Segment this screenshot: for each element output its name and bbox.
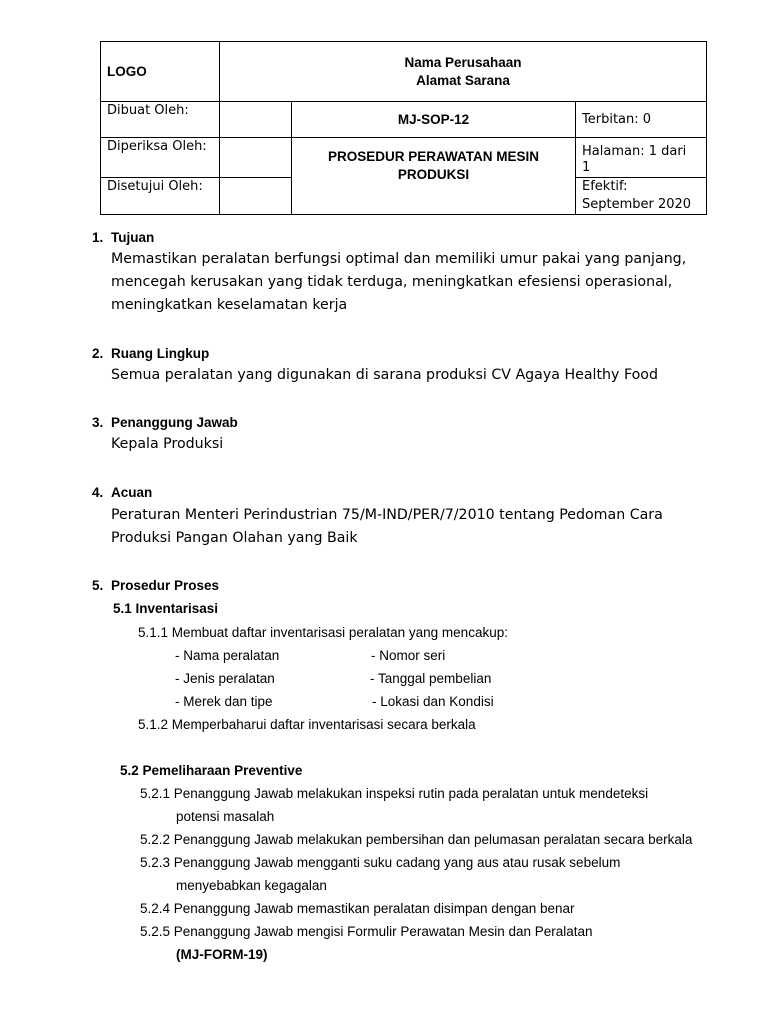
section-3-number: 3.	[92, 415, 104, 430]
checked-by-value	[220, 138, 292, 178]
page-info-line2: 1	[582, 160, 591, 175]
section-2-title: Ruang Lingkup	[111, 346, 210, 361]
effective-line2: September 2020	[582, 197, 692, 212]
section-2-line: Semua peralatan yang digunakan di sarana produksi CV Agaya Healthy Food	[111, 367, 658, 383]
effective-date	[576, 178, 707, 215]
section-1-title: Tujuan	[111, 230, 155, 245]
section-4-number: 4.	[92, 485, 104, 500]
section-4-title: Acuan	[111, 485, 153, 500]
effective-line1: Efektif:	[582, 179, 628, 194]
item-5-2-2: 5.2.2 Penanggung Jawab melakukan pembersihan dan pelumasan peralatan secara berkala	[140, 832, 693, 847]
page-info-line1: Halaman: 1 dari	[582, 144, 687, 159]
section-5-title: Prosedur Proses	[111, 578, 220, 593]
created-by-value	[220, 102, 292, 138]
item-5-2-4: 5.2.4 Penanggung Jawab memastikan peralatan disimpan dengan benar	[140, 901, 575, 916]
section-1-number: 1.	[92, 230, 104, 245]
subsection-5-2-title: 5.2 Pemeliharaan Preventive	[120, 763, 303, 778]
section-4-line: Peraturan Menteri Perindustrian 75/M-IND/PER/7/2010 tentang Pedoman Cara	[111, 507, 663, 523]
section-1-line: mencegah kerusakan yang tidak terduga, meningkatkan efesiensi operasional,	[111, 274, 673, 290]
section-3-title: Penanggung Jawab	[111, 415, 238, 430]
company-name: Nama Perusahaan	[404, 54, 522, 70]
doc-title	[292, 138, 576, 215]
approved-by-value	[220, 178, 292, 215]
doc-title-line2: PRODUKSI	[397, 167, 470, 182]
bullet-item: - Lokasi dan Kondisi	[372, 694, 494, 709]
bullet-item: - Jenis peralatan	[175, 671, 275, 686]
bullet-item: - Tanggal pembelian	[370, 671, 492, 686]
approved-by-label: Disetujui Oleh:	[101, 178, 220, 215]
bullet-item: - Merek dan tipe	[175, 694, 273, 709]
created-by-label: Dibuat Oleh:	[101, 102, 220, 138]
item-5-1-1: 5.1.1 Membuat daftar inventarisasi peralatan yang mencakup:	[138, 625, 508, 640]
item-5-2-5: 5.2.5 Penanggung Jawab mengisi Formulir Perawatan Mesin dan Peralatan	[140, 924, 593, 939]
bullet-item: - Nama peralatan	[175, 648, 280, 663]
company-address: Alamat Sarana	[416, 72, 510, 88]
doc-title-line1: PROSEDUR PERAWATAN MESIN	[327, 149, 540, 164]
item-5-2-1: 5.2.1 Penanggung Jawab melakukan inspeksi rutin pada peralatan untuk mendeteksi	[140, 786, 649, 801]
section-4-line: Produksi Pangan Olahan yang Baik	[111, 530, 358, 546]
logo-cell	[101, 42, 220, 102]
item-5-1-2: 5.1.2 Memperbaharui daftar inventarisasi secara berkala	[138, 717, 476, 732]
company-cell	[220, 42, 707, 102]
section-5-number: 5.	[92, 578, 104, 593]
item-5-2-3-cont: menyebabkan kegagalan	[176, 878, 327, 893]
item-5-2-3: 5.2.3 Penanggung Jawab mengganti suku cadang yang aus atau rusak sebelum	[140, 855, 621, 870]
page-info	[576, 138, 707, 178]
edition: Terbitan: 0	[576, 102, 707, 138]
bullet-item: - Nomor seri	[371, 648, 446, 663]
subsection-5-1-title: 5.1 Inventarisasi	[113, 601, 219, 616]
document-header-table	[100, 41, 707, 215]
section-3-line: Kepala Produksi	[111, 436, 224, 452]
section-1-line: meningkatkan keselamatan kerja	[111, 297, 348, 313]
checked-by-label: Diperiksa Oleh:	[101, 138, 220, 178]
logo-text: LOGO	[107, 63, 147, 79]
form-reference: (MJ-FORM-19)	[176, 947, 268, 962]
section-1-line: Memastikan peralatan berfungsi optimal dan memiliki umur pakai yang panjang,	[111, 251, 687, 267]
section-2-number: 2.	[92, 346, 104, 361]
item-5-2-1-cont: potensi masalah	[176, 809, 275, 824]
doc-code: MJ-SOP-12	[292, 102, 576, 138]
